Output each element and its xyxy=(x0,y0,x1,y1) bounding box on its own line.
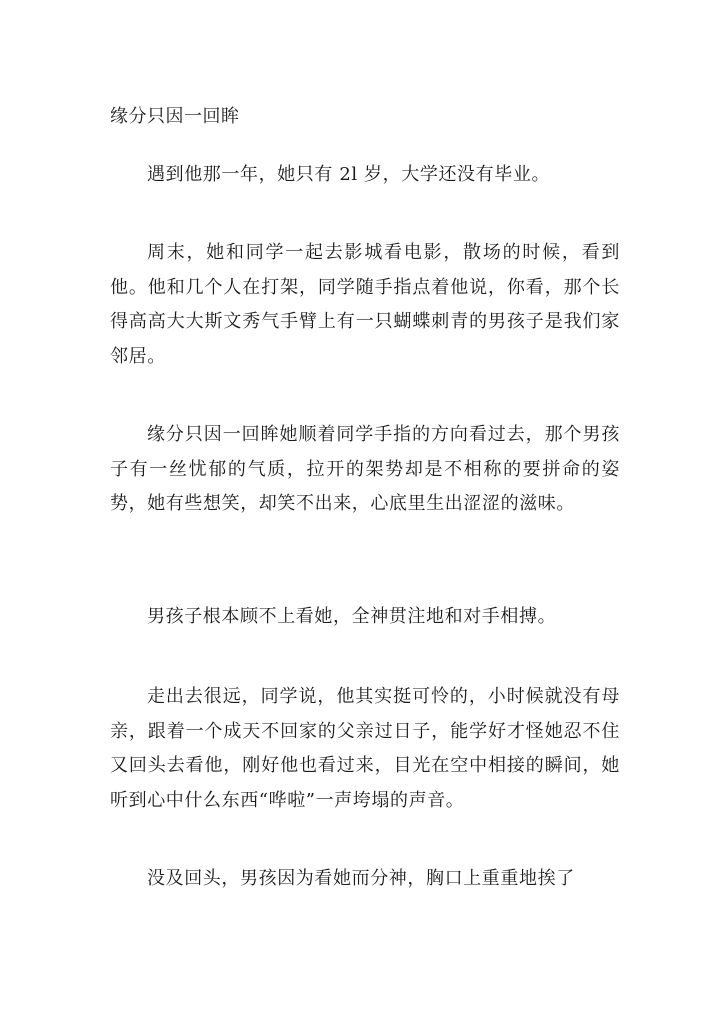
paragraph-1: 遇到他那一年，她只有 2l 岁，大学还没有毕业。 xyxy=(147,164,551,185)
paragraph-6: 没及回头，男孩因为看她而分神，胸口上重重地挨了 xyxy=(147,868,575,889)
page-title: 缘分只因一回眸 xyxy=(110,106,240,127)
paragraph-3: 缘分只因一回眸她顺着同学手指的方向看过去，那个男孩子有一丝忧郁的气质，拉开的架势却是不相称的要拼命的姿势，她有些想笑，却笑不出来，心底里生出涩涩的滋味。 xyxy=(110,424,620,514)
paragraph-2: 周末，她和同学一起去影城看电影，散场的时候，看到他。他和几个人在打架，同学随手指点着他说，你看，那个长得高高大大斯文秀气手臂上有一只蝴蝶刺青的男孩子是我们家邻居。 xyxy=(110,242,620,367)
paragraph-5: 走出去很远，同学说，他其实挺可怜的，小时候就没有母亲，跟着一个成天不回家的父亲过日子，能学好才怪她忍不住又回头去看他，刚好他也看过来，目光在空中相接的瞬间，她听到心中什么东西“哗啦”一声垮塌的声音。 xyxy=(110,686,620,811)
paragraph-4: 男孩子根本顾不上看她，全神贯注地和对手相搏。 xyxy=(147,606,557,627)
